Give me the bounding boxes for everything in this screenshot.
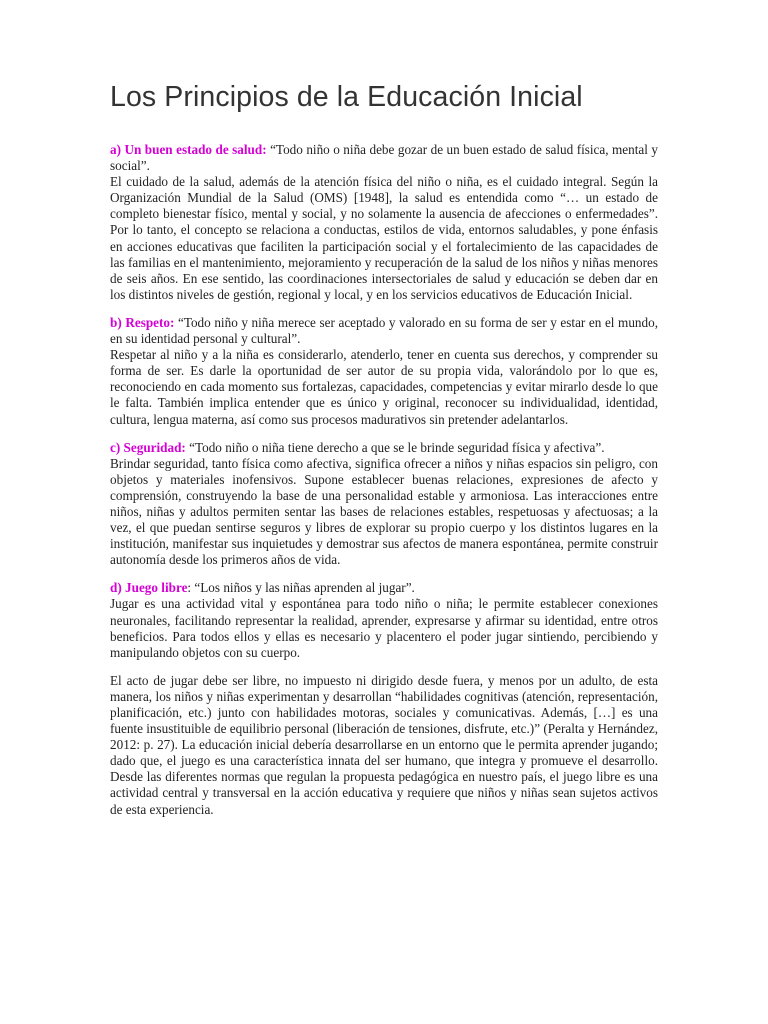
section-seguridad	[110, 440, 658, 569]
section-quote: “Todo niño o niña debe gozar de un buen estado de salud física, mental y social”.	[110, 142, 658, 174]
section-respeto	[110, 315, 658, 428]
section-body: Brindar seguridad, tanto física como afectiva, significa ofrecer a niños y niñas espacios sin peligro, con objetos y materiales inofensivos. Supone establecer buenas relaciones, expresiones de afecto y comprensión, construyendo la base de una personalidad estable y armoniosa. Las interacciones entre niños, niñas y adultos permiten sentar las bases de relaciones estables, respetuosas y afectuosas; a la vez, el que puedan sentirse seguros y libres de explorar su propio cuerpo y los distintos lugares en la institución, manifestar sus inquietudes y demostrar sus afectos de manera espontánea, permite construir autonomía desde los primeros años de vida.	[110, 455, 658, 568]
section-body: El cuidado de la salud, además de la atención física del niño o niña, es el cuidado integral. Según la Organización Mundial de la Salud (OMS) [1948], la salud es entendida como “… un estado de completo bienestar físico, mental y social, y no solamente la ausencia de afecciones o enfermedades”. Por lo tanto, el concepto se relaciona a conductas, estilos de vida, entornos saludables, y pone énfasis en acciones educativas que faciliten la participación social y el fortalecimiento de las capacidades de las familias en el mantenimiento, mejoramiento y recuperación de la salud de los niños y niñas menores de seis años. En ese sentido, las coordinaciones intersectoriales de salud y educación se deben dar en los distintos niveles de gestión, regional y local, y en los servicios educativos de Educación Inicial.	[110, 174, 658, 302]
page-title: Los Principios de la Educación Inicial	[110, 81, 583, 113]
section-heading	[110, 142, 658, 174]
section-lead: d) Juego libre	[110, 580, 188, 596]
final-paragraph: El acto de jugar debe ser libre, no impuesto ni dirigido desde fuera, y menos por un adulto, de esta manera, los niños y niñas experimentan y desarrollan “habilidades cognitivas (atención, representación, planificación, etc.) junto con habilidades motoras, sociales y comunicativas. Además, […] es una fuente insustituible de equilibrio personal (liberación de tensiones, disfrute, etc.)” (Peralta y Hernández, 2012: p. 27). La educación inicial debería desarrollarse en un entorno que le permita aprender jugando; dado que, el juego es una característica innata del ser humano, que integra y promueve el desarrollo. Desde las diferentes normas que regulan la propuesta pedagógica en nuestro país, el juego libre es una actividad central y transversal en la acción educativa y requiere que niños y niñas sean sujetos activos de esta experiencia.	[110, 672, 658, 817]
section-body: Jugar es una actividad vital y espontánea para todo niño o niña; le permite establecer conexiones neuronales, facilitando representar la realidad, aprender, expresarse y afirmar su identidad, entre otros beneficios. Para todos ellos y ellas es necesario y placentero el poder jugar sintiendo, percibiendo y manipulando objetos con su cuerpo.	[110, 596, 658, 660]
section-body: Respetar al niño y a la niña es considerarlo, atenderlo, tener en cuenta sus derechos, y comprender su forma de ser. Es darle la oportunidad de ser autor de su propia vida, valorándolo por lo que es, reconociendo en cada momento sus fortalezas, capacidades, competencias y evitar mirarlo desde lo que le falta. También implica entender que es único y original, reconocer su individualidad, identidad, cultura, lengua materna, así como sus procesos madurativos sin pretender adelantarlos.	[110, 347, 658, 427]
section-juego-libre	[110, 580, 658, 660]
section-quote: “Todo niño y niña merece ser aceptado y valorado en su forma de ser y estar en el mundo, en su identidad personal y cultural”.	[110, 314, 658, 347]
section-juego-libre-continued	[110, 673, 658, 818]
section-lead: b) Respeto:	[110, 314, 175, 330]
section-salud	[110, 142, 658, 303]
section-heading	[110, 580, 658, 596]
section-quote: : “Los niños y las niñas aprenden al jugar”.	[187, 580, 415, 596]
section-quote: “Todo niño o niña tiene derecho a que se le brinde seguridad física y afectiva”.	[185, 439, 605, 455]
section-heading	[110, 315, 658, 347]
section-lead: a) Un buen estado de salud:	[110, 142, 267, 157]
section-lead: c) Seguridad:	[110, 439, 186, 455]
document-page	[110, 80, 658, 830]
section-heading	[110, 440, 658, 456]
